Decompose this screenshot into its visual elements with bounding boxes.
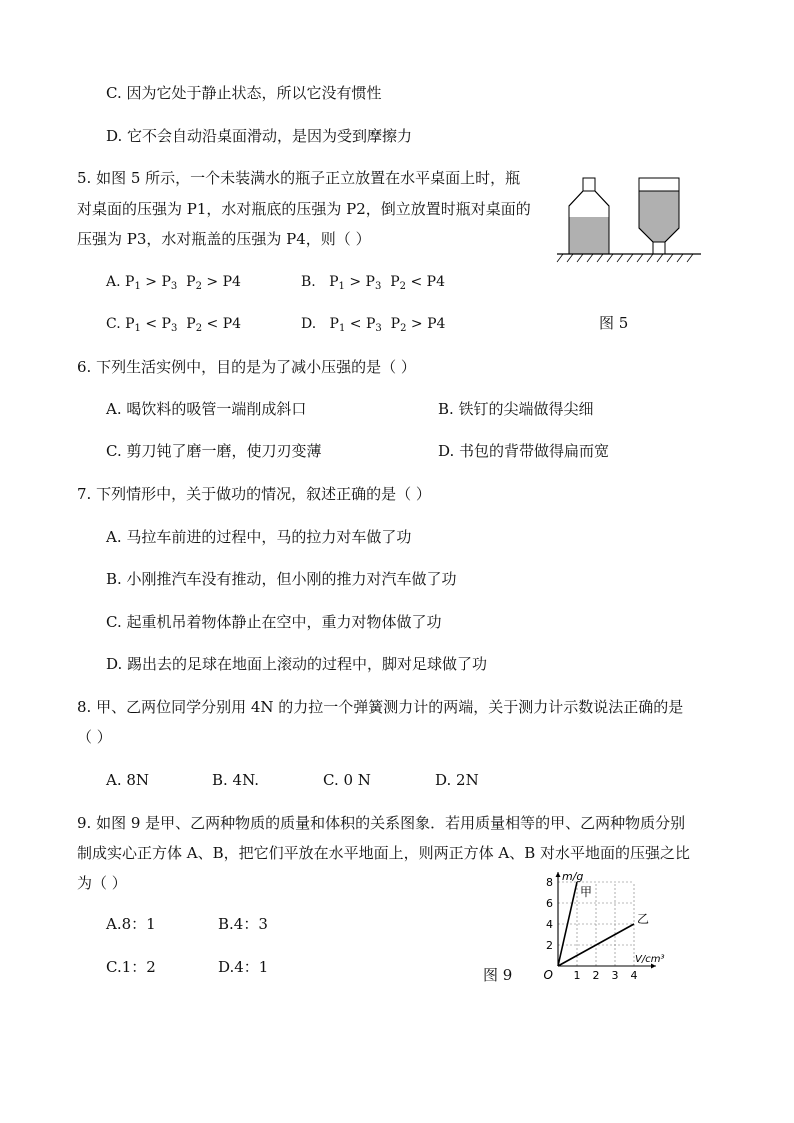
q6-option-a: A. 喝饮料的吸管一端削成斜口 — [106, 400, 307, 418]
q5-stem-line2: 对桌面的压强为 P1，水对瓶底的压强为 P2，倒立放置时瓶对桌面的 — [77, 200, 531, 218]
q8-option-a: A. 8N — [106, 771, 150, 789]
q5-option-c: C. $P_1 < P_3$ $P_2 < P4$ — [106, 316, 242, 334]
q7-option-a: A. 马拉车前进的过程中，马的拉力对车做了功 — [106, 528, 412, 546]
q6-option-c: C. 剪刀钝了磨一磨，使刀刃变薄 — [106, 442, 322, 460]
y-tick-label: 6 — [546, 897, 553, 910]
q8-option-c: C. 0 N — [323, 771, 371, 789]
q8-blank: （ ） — [77, 728, 112, 746]
y-tick-label: 2 — [546, 939, 553, 952]
y-tick-label: 8 — [546, 876, 553, 889]
figure-5-caption: 图 5 — [599, 314, 629, 332]
q5-option-b: B. $P_1 > P_3$ $P_2 < P4$ — [301, 274, 446, 292]
figure-9-caption: 图 9 — [483, 966, 513, 984]
figure-5-bottles — [555, 170, 705, 270]
q7-option-d: D. 踢出去的足球在地面上滚动的过程中，脚对足球做了功 — [106, 655, 488, 673]
q5-option-d: D. $P_1 < P_3$ $P_2 > P4$ — [301, 316, 446, 334]
q5-stem-line3: 压强为 P3，水对瓶盖的压强为 P4，则（ ） — [77, 230, 371, 248]
y-axis-title: m/g — [562, 870, 584, 883]
q9-stem-line3: 为（ ） — [77, 874, 127, 892]
q8-option-b: B. 4N. — [212, 771, 260, 789]
figure-9-chart — [536, 866, 686, 986]
series-label-yi: 乙 — [637, 912, 650, 926]
q8-option-d: D. 2N — [435, 771, 479, 789]
q7-option-c: C. 起重机吊着物体静止在空中，重力对物体做了功 — [106, 613, 442, 631]
q9-option-b: B.4：3 — [218, 915, 268, 933]
q8-stem: 8. 甲、乙两位同学分别用 4N 的力拉一个弹簧测力计的两端，关于测力计示数说法正确的是 — [77, 698, 684, 716]
q7-option-b: B. 小刚推汽车没有推动，但小刚的推力对汽车做了功 — [106, 570, 457, 588]
x-tick-label: 4 — [630, 969, 638, 982]
q7-stem: 7. 下列情形中，关于做功的情况，叙述正确的是（ ） — [77, 485, 431, 503]
q4-option-d: D. 它不会自动沿桌面滑动，是因为受到摩擦力 — [106, 127, 413, 145]
q6-option-d: D. 书包的背带做得扁而宽 — [438, 442, 610, 460]
q9-stem-line1: 9. 如图 9 是甲、乙两种物质的质量和体积的关系图象．若用质量相等的甲、乙两种物质分别 — [77, 814, 686, 832]
table-hatching — [557, 254, 693, 262]
q9-option-c: C.1：2 — [106, 958, 156, 976]
q6-option-b: B. 铁钉的尖端做得尖细 — [438, 400, 594, 418]
q5-stem-line1: 5. 如图 5 所示，一个未装满水的瓶子正立放置在水平桌面上时，瓶 — [77, 169, 521, 187]
chart-labels — [562, 870, 664, 965]
q9-stem-line2: 制成实心正方体 A、B，把它们平放在水平地面上，则两正方体 A、B 对水平地面的压强之比 — [77, 844, 691, 862]
x-axis-title: V/cm³ — [635, 954, 665, 965]
series-label-jia: 甲 — [580, 885, 593, 899]
origin-label: O — [543, 968, 553, 982]
q4-option-c: C. 因为它处于静止状态，所以它没有惯性 — [106, 84, 382, 102]
q5-option-a: A. $P_1 > P_3$ $P_2 > P4$ — [106, 274, 241, 292]
x-tick-label: 1 — [573, 969, 581, 982]
q9-option-a: A.8：1 — [106, 915, 156, 933]
y-tick-label: 4 — [546, 918, 553, 931]
y-axis-arrow — [556, 872, 561, 877]
inverted-bottle — [639, 178, 679, 254]
chart-grid — [558, 882, 634, 966]
q6-stem: 6. 下列生活实例中，目的是为了减小压强的是（ ） — [77, 358, 416, 376]
x-tick-label: 2 — [592, 969, 600, 982]
x-tick-label: 3 — [611, 969, 619, 982]
upright-bottle — [569, 178, 609, 254]
q9-option-d: D.4：1 — [218, 958, 269, 976]
